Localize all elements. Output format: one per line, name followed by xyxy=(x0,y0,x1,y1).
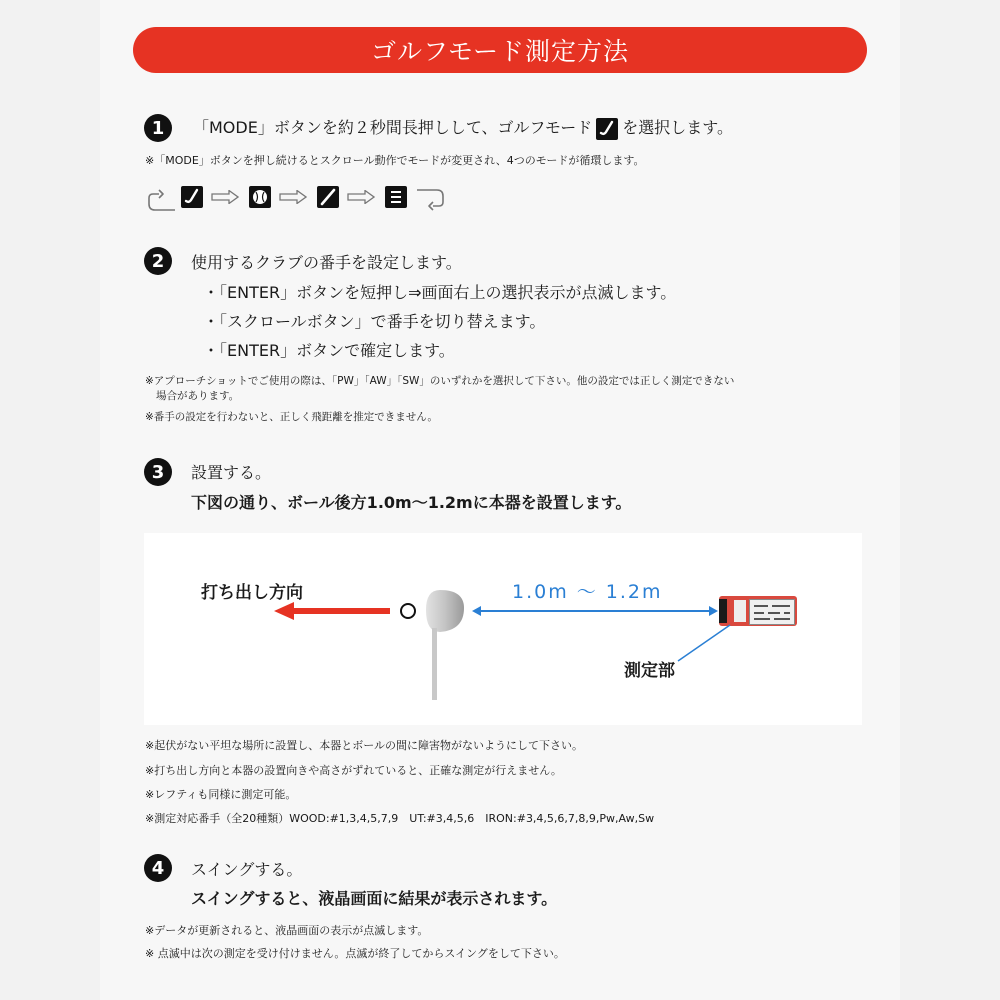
step-3-title: 設置する。 xyxy=(191,463,272,482)
device-button xyxy=(734,600,746,622)
step-2-bullet-3: ・「ENTER」ボタンで確定します。 xyxy=(203,341,455,360)
distance-label: 1.0m ～ 1.2m xyxy=(512,581,663,603)
device-lcd-screen xyxy=(749,599,795,625)
step-4-note-1: ※データが更新されると、液晶画面の表示が点滅します。 xyxy=(145,924,429,937)
step-1-text-before: 「MODE」ボタンを約２秒間長押しして、ゴルフモード xyxy=(193,118,593,137)
step-4-note-2: ※ 点滅中は次の測定を受け付けません。点滅が終了してからスイングをして下さい。 xyxy=(145,947,565,960)
golf-mode-icon xyxy=(596,118,618,140)
bat-icon xyxy=(317,186,339,208)
step-3-note-2: ※打ち出し方向と本器の設置向きや高さがずれていると、正確な測定が行えません。 xyxy=(145,764,562,777)
step-number-2: 2 xyxy=(144,247,172,275)
step-number-1: 1 xyxy=(144,114,172,142)
device-sensor xyxy=(719,599,727,623)
cycle-return-left-icon xyxy=(145,184,179,214)
step-3-note-4: ※測定対応番手（全20種類）WOOD:#1,3,4,5,7,9 UT:#3,4,5,6 IRON:#3,4,5,6,7,8,9,Pw,Aw,Sw xyxy=(145,812,655,825)
page-title: ゴルフモード測定方法 xyxy=(370,37,629,66)
step-2-title: 使用するクラブの番手を設定します。 xyxy=(191,253,462,272)
step-4-title: スイングする。 xyxy=(191,860,303,879)
direction-arrow-icon xyxy=(272,600,392,622)
golf-ball-icon xyxy=(398,601,418,621)
setup-diagram xyxy=(144,533,862,725)
direction-label: 打ち出し方向 xyxy=(201,583,303,603)
page-title-banner xyxy=(133,27,867,73)
step-2-note-1: ※アプローチショットでご使用の際は、「PW」「AW」「SW」のいずれかを選択して下さい。他の設定では正しく測定できない xyxy=(145,375,735,387)
step-4-subtitle: スイングすると、液晶画面に結果が表示されます。 xyxy=(191,889,558,908)
menu-list-icon xyxy=(385,186,407,208)
step-number-3: 3 xyxy=(144,458,172,486)
baseball-icon xyxy=(249,186,271,208)
step-1-instruction xyxy=(193,115,733,141)
step-2-note-1-cont: 場合があります。 xyxy=(156,390,240,402)
step-2-bullet-2: ・「スクロールボタン」で番手を切り替えます。 xyxy=(203,312,546,331)
driver-club-icon xyxy=(420,588,470,708)
distance-arrow-icon xyxy=(470,603,720,619)
step-3-note-3: ※レフティも同様に測定可能。 xyxy=(145,788,297,801)
step-number-4: 4 xyxy=(144,854,172,882)
arrow-right-icon xyxy=(279,190,307,204)
cycle-return-right-icon xyxy=(415,184,449,214)
golf-club-icon xyxy=(181,186,203,208)
arrow-right-icon xyxy=(347,190,375,204)
step-3-subtitle: 下図の通り、ボール後方1.0m〜1.2mに本器を設置します。 xyxy=(191,493,632,512)
measuring-device xyxy=(719,596,797,626)
step-2-bullet-1: ・「ENTER」ボタンを短押し⇒画面右上の選択表示が点滅します。 xyxy=(203,283,677,302)
arrow-right-icon xyxy=(211,190,239,204)
pointer-line xyxy=(674,623,734,663)
sensor-label: 測定部 xyxy=(624,661,675,681)
step-3-note-1: ※起伏がない平坦な場所に設置し、本器とボールの間に障害物がないようにして下さい。 xyxy=(145,739,583,752)
step-1-note: ※「MODE」ボタンを押し続けるとスクロール動作でモードが変更され、4つのモードが循環します。 xyxy=(145,154,645,167)
step-1-text-after: を選択します。 xyxy=(622,118,733,137)
step-2-note-2: ※番手の設定を行わないと、正しく飛距離を推定できません。 xyxy=(145,411,438,423)
